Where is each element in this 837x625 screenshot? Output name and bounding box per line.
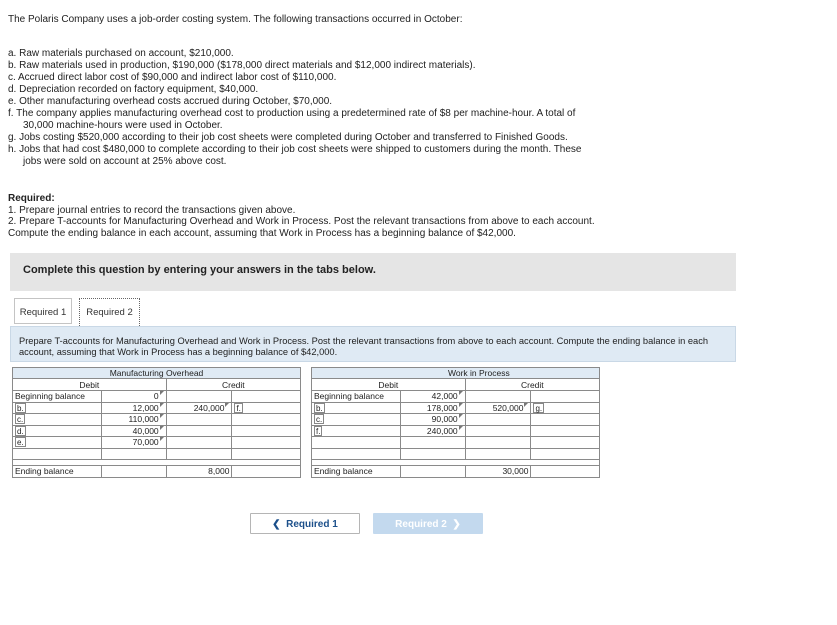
- tab-required-2[interactable]: Required 2: [79, 298, 140, 326]
- tab-instructions: Prepare T-accounts for Manufacturing Overhead and Work in Process. Post the relevant transactions from above to each account. Compute the ending balance in each account, assuming that Work in Process has a beginning balance of $42,000.: [10, 326, 736, 362]
- required-item-2: 2. Prepare T-accounts for Manufacturing Overhead and Work in Process. Post the relevant transactions from above to each account.: [8, 216, 595, 227]
- mo-credit-value-f[interactable]: 240,000: [166, 402, 232, 414]
- mo-credit-label-cell[interactable]: [232, 391, 301, 403]
- transaction-list: [8, 48, 648, 168]
- problem-intro: The Polaris Company uses a job-order costing system. The following transactions occurred in October:: [8, 14, 463, 25]
- wip-begin-value-field[interactable]: 42,000: [400, 391, 465, 403]
- mo-end-label: Ending balance: [13, 466, 102, 478]
- mo-end-debit-cell: [101, 466, 166, 478]
- wip-debit-value-f[interactable]: 240,000: [400, 425, 465, 437]
- mo-begin-label: Beginning balance: [13, 391, 102, 403]
- mo-debit-label-e[interactable]: e.: [13, 437, 102, 449]
- mo-debit-header: Debit: [13, 379, 167, 391]
- transaction-c: c. Accrued direct labor cost of $90,000 and indirect labor cost of $110,000.: [8, 72, 337, 83]
- mo-end-value: 8,000: [166, 466, 232, 478]
- mo-begin-value-field[interactable]: 0: [101, 391, 166, 403]
- transaction-f-cont: 30,000 machine-hours were used in October.: [23, 120, 223, 131]
- mo-credit-label-empty-4[interactable]: [232, 448, 301, 460]
- t-account-manufacturing-overhead: [12, 367, 301, 478]
- tab-required-1[interactable]: Required 1: [14, 298, 72, 324]
- transaction-d: d. Depreciation recorded on factory equipment, $40,000.: [8, 84, 259, 95]
- mo-credit-header: Credit: [166, 379, 300, 391]
- wip-credit-cell[interactable]: [465, 391, 531, 403]
- wip-credit-empty-2[interactable]: [465, 425, 531, 437]
- chevron-right-icon: ❯: [452, 519, 461, 530]
- mo-credit-cell[interactable]: [166, 391, 232, 403]
- mo-debit-label-d[interactable]: d.: [13, 425, 102, 437]
- transaction-f: f. The company applies manufacturing overhead cost to production using a predetermined rate of $8 per machine-hour. A total of: [8, 108, 576, 119]
- mo-debit-label-empty[interactable]: [13, 448, 102, 460]
- mo-debit-value-b[interactable]: 12,000: [101, 402, 166, 414]
- mo-end-credit-blank: [232, 466, 301, 478]
- mo-credit-empty-4[interactable]: [166, 448, 232, 460]
- wip-credit-label-cell[interactable]: [531, 391, 600, 403]
- wip-credit-empty-3[interactable]: [465, 437, 531, 449]
- previous-required-1-button[interactable]: ❮ Required 1: [250, 513, 360, 534]
- wip-debit-value-c[interactable]: 90,000: [400, 414, 465, 426]
- mo-debit-value-empty[interactable]: [101, 448, 166, 460]
- transaction-h: h. Jobs that had cost $480,000 to complete according to their job cost sheets were shipped to customers during the month. These: [8, 144, 582, 155]
- wip-credit-label-empty-2[interactable]: [531, 425, 600, 437]
- mo-debit-label-b[interactable]: b.: [13, 402, 102, 414]
- transaction-e: e. Other manufacturing overhead costs accrued during October, $70,000.: [8, 96, 333, 107]
- wip-credit-header: Credit: [465, 379, 599, 391]
- mo-debit-value-d[interactable]: 40,000: [101, 425, 166, 437]
- wip-debit-value-empty-2[interactable]: [400, 448, 465, 460]
- wip-debit-label-empty-2[interactable]: [312, 448, 401, 460]
- wip-end-credit-blank: [531, 466, 600, 478]
- mo-credit-empty-1[interactable]: [166, 414, 232, 426]
- mo-credit-label-empty-1[interactable]: [232, 414, 301, 426]
- wip-end-value: 30,000: [465, 466, 531, 478]
- mo-title: Manufacturing Overhead: [13, 368, 301, 379]
- transaction-b: b. Raw materials used in production, $190,000 ($178,000 direct materials and $12,000 indirect materials).: [8, 60, 476, 71]
- wip-title: Work in Process: [312, 368, 600, 379]
- wip-debit-header: Debit: [312, 379, 466, 391]
- mo-credit-empty-3[interactable]: [166, 437, 232, 449]
- transaction-a: a. Raw materials purchased on account, $210,000.: [8, 48, 234, 59]
- wip-credit-label-empty-1[interactable]: [531, 414, 600, 426]
- wip-credit-label-empty-4[interactable]: [531, 448, 600, 460]
- chevron-left-icon: ❮: [272, 519, 281, 530]
- mo-credit-label-empty-2[interactable]: [232, 425, 301, 437]
- required-heading: Required:: [8, 193, 55, 204]
- mo-debit-label-c[interactable]: c.: [13, 414, 102, 426]
- transaction-h-cont: jobs were sold on account at 25% above cost.: [23, 156, 227, 167]
- wip-debit-label-c[interactable]: c.: [312, 414, 401, 426]
- wip-debit-value-empty-1[interactable]: [400, 437, 465, 449]
- mo-credit-empty-2[interactable]: [166, 425, 232, 437]
- wip-credit-value-g[interactable]: 520,000: [465, 402, 531, 414]
- wip-debit-label-b[interactable]: b.: [312, 402, 401, 414]
- wip-credit-label-g[interactable]: g.: [531, 402, 600, 414]
- t-account-work-in-process: [311, 367, 600, 478]
- wip-begin-label: Beginning balance: [312, 391, 401, 403]
- wip-debit-value-b[interactable]: 178,000: [400, 402, 465, 414]
- wip-credit-empty-4[interactable]: [465, 448, 531, 460]
- required-section: [8, 193, 595, 239]
- wip-debit-label-f[interactable]: f.: [312, 425, 401, 437]
- transaction-g: g. Jobs costing $520,000 according to their job cost sheets were completed during October and transferred to Finished Goods.: [8, 132, 568, 143]
- next-required-2-button[interactable]: Required 2 ❯: [373, 513, 483, 534]
- instruction-banner: Complete this question by entering your answers in the tabs below.: [10, 253, 736, 291]
- wip-credit-empty-1[interactable]: [465, 414, 531, 426]
- required-item-1: 1. Prepare journal entries to record the transactions given above.: [8, 204, 296, 216]
- mo-credit-label-empty-3[interactable]: [232, 437, 301, 449]
- mo-debit-value-c[interactable]: 110,000: [101, 414, 166, 426]
- wip-debit-label-empty-1[interactable]: [312, 437, 401, 449]
- mo-debit-value-e[interactable]: 70,000: [101, 437, 166, 449]
- wip-end-label: Ending balance: [312, 466, 401, 478]
- mo-credit-label-f[interactable]: f.: [232, 402, 301, 414]
- wip-end-debit-cell: [400, 466, 465, 478]
- wip-credit-label-empty-3[interactable]: [531, 437, 600, 449]
- required-item-2-cont: Compute the ending balance in each account, assuming that Work in Process has a beginning balance of $42,000.: [8, 227, 516, 239]
